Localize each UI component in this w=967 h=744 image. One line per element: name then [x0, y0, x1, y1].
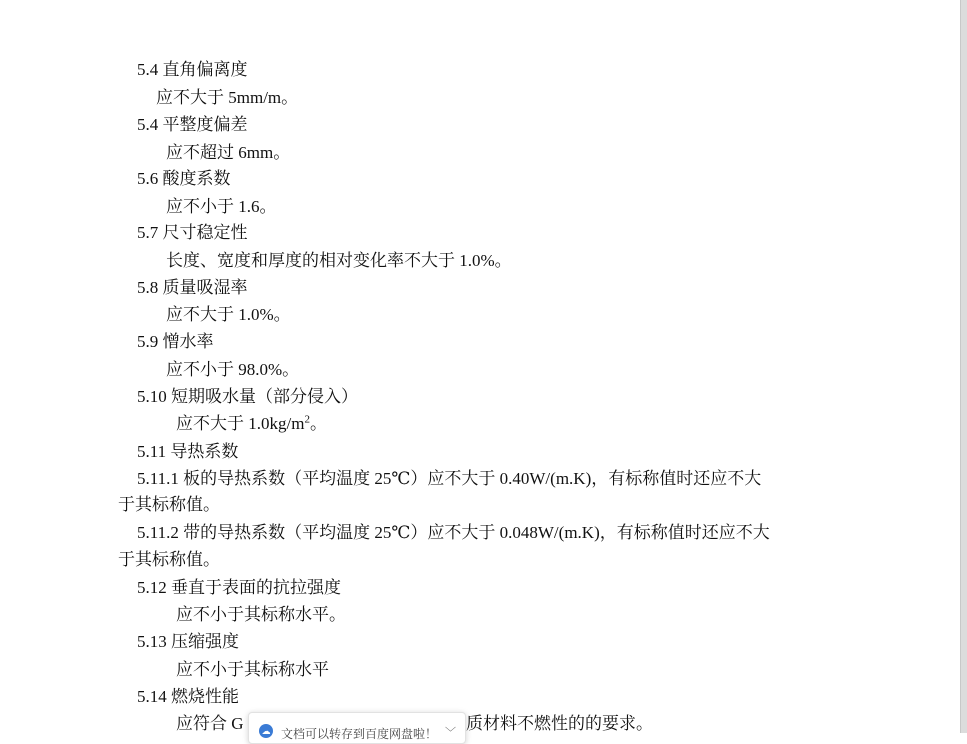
section-heading: 5.7 尺寸稳定性 — [137, 223, 248, 242]
section-text: 应符合 G — [176, 714, 244, 733]
section-text: 应不小于 1.6。 — [166, 197, 277, 216]
section-text: 于其标称值。 — [118, 495, 220, 514]
section-heading: 5.13 压缩强度 — [137, 632, 239, 651]
section-text: 5.11.1 板的导热系数（平均温度 25℃）应不大于 0.40W/(m.K)，有标称值时还应不大 — [137, 469, 762, 488]
section-text: 应不小于其标称水平 — [176, 660, 329, 679]
section-text: 质材料不燃性的的要求。 — [466, 714, 653, 733]
toast-text[interactable]: 文档可以转存到百度网盘啦！ — [281, 727, 438, 741]
section-heading: 5.11 导热系数 — [137, 442, 239, 461]
absorption-superscript: 2 — [304, 413, 310, 426]
save-to-netdisk-toast[interactable] — [248, 712, 466, 744]
section-text: 应不小于其标称水平。 — [176, 605, 346, 624]
section-text: 应不超过 6mm。 — [166, 143, 291, 162]
section-text: 长度、宽度和厚度的相对变化率不大于 1.0%。 — [166, 251, 512, 270]
section-text: 于其标称值。 — [118, 550, 220, 569]
section-heading: 5.6 酸度系数 — [137, 169, 231, 188]
section-text — [176, 413, 327, 435]
section-heading: 5.8 质量吸湿率 — [137, 278, 248, 297]
section-heading: 5.14 燃烧性能 — [137, 687, 239, 706]
section-text: 5.11.2 带的导热系数（平均温度 25℃）应不大于 0.048W/(m.K)，有标称值时还应不大 — [137, 523, 770, 542]
page-edge — [960, 0, 967, 733]
section-heading: 5.9 憎水率 — [137, 332, 214, 351]
cloud-icon: ☁ — [259, 724, 273, 738]
section-heading: 5.10 短期吸水量（部分侵入） — [137, 387, 358, 406]
section-text: 应不大于 5mm/m。 — [156, 88, 299, 107]
section-heading: 5.12 垂直于表面的抗拉强度 — [137, 578, 341, 597]
absorption-prefix: 应不大于 1.0kg/m — [176, 414, 305, 433]
absorption-suffix: 。 — [309, 414, 327, 433]
section-heading: 5.4 直角偏离度 — [137, 60, 248, 79]
chevron-down-icon[interactable]: ﹀ — [445, 727, 456, 739]
section-text: 应不大于 1.0%。 — [166, 305, 291, 324]
section-heading: 5.4 平整度偏差 — [137, 115, 248, 134]
section-text: 应不小于 98.0%。 — [166, 360, 300, 379]
